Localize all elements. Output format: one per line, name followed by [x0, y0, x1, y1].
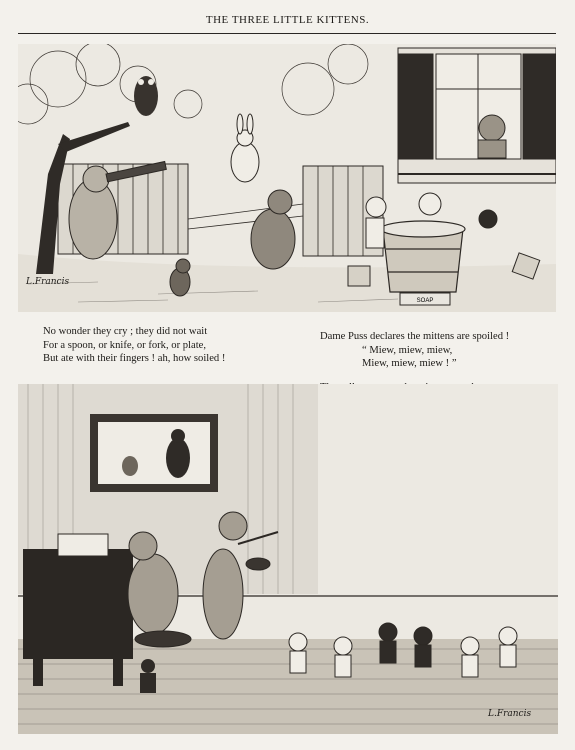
soap-label: SOAP [416, 298, 434, 304]
mother-cat-in-window [478, 115, 506, 158]
verse-line: Dame Puss declares the mittens are spoiled ! [320, 331, 510, 342]
garden-scene-drawing [18, 44, 556, 312]
verse-line: But ate with their fingers ! ah, how soiled ! [43, 353, 226, 365]
header-rule [18, 33, 556, 34]
dog-figure [251, 190, 295, 269]
toy-figure [140, 659, 156, 693]
rain-water-tub [381, 221, 465, 292]
verse-line: Miew, miew, miew ! ” [362, 358, 457, 370]
kitten-in-tub [419, 193, 441, 215]
kitten-washing [366, 197, 386, 217]
stanza-1 [320, 330, 560, 371]
bottom-illustration [18, 384, 558, 734]
artist-signature-top: L.Francis [26, 277, 70, 287]
verse-line: “ Miew, miew, miew, [362, 344, 453, 356]
verse-line: For a spoon, or knife, or fork, or plate, [43, 339, 206, 351]
artist-signature-bottom: L.Francis [488, 709, 532, 719]
rabbit-figure [231, 114, 259, 182]
page-header: THE THREE LITTLE KITTENS. [205, 14, 370, 26]
house-window [398, 48, 556, 183]
left-stanza [43, 325, 225, 366]
top-illustration [18, 44, 556, 312]
kitten-diving [479, 210, 497, 228]
parlour-scene-drawing [18, 384, 558, 734]
verse-line: No wonder they cry ; they did not wait [43, 326, 208, 337]
framed-cat-picture [90, 414, 218, 492]
owl-figure [134, 76, 158, 116]
